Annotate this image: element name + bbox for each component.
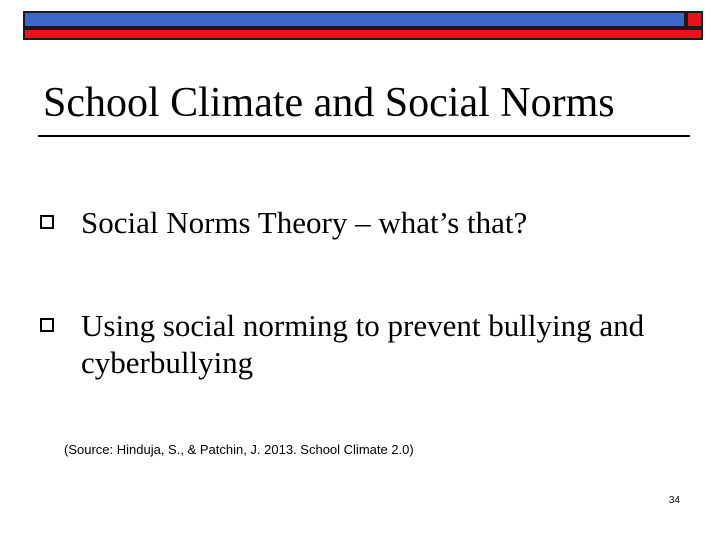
bullet-text: Using social norming to prevent bullying and cyberbullying bbox=[81, 308, 645, 380]
header-decor-blue-bar bbox=[23, 11, 686, 28]
header-decor-red-bar bbox=[23, 28, 703, 40]
slide-title: School Climate and Social Norms bbox=[43, 80, 615, 126]
page-number: 34 bbox=[668, 495, 680, 506]
hollow-square-bullet-icon bbox=[40, 215, 54, 229]
bullet-text: Social Norms Theory – what’s that? bbox=[81, 205, 528, 240]
title-underline bbox=[38, 135, 690, 137]
header-decor-red-square bbox=[686, 11, 703, 28]
source-citation: (Source: Hinduja, S., & Patchin, J. 2013. School Climate 2.0) bbox=[64, 442, 414, 457]
hollow-square-bullet-icon bbox=[40, 318, 54, 332]
